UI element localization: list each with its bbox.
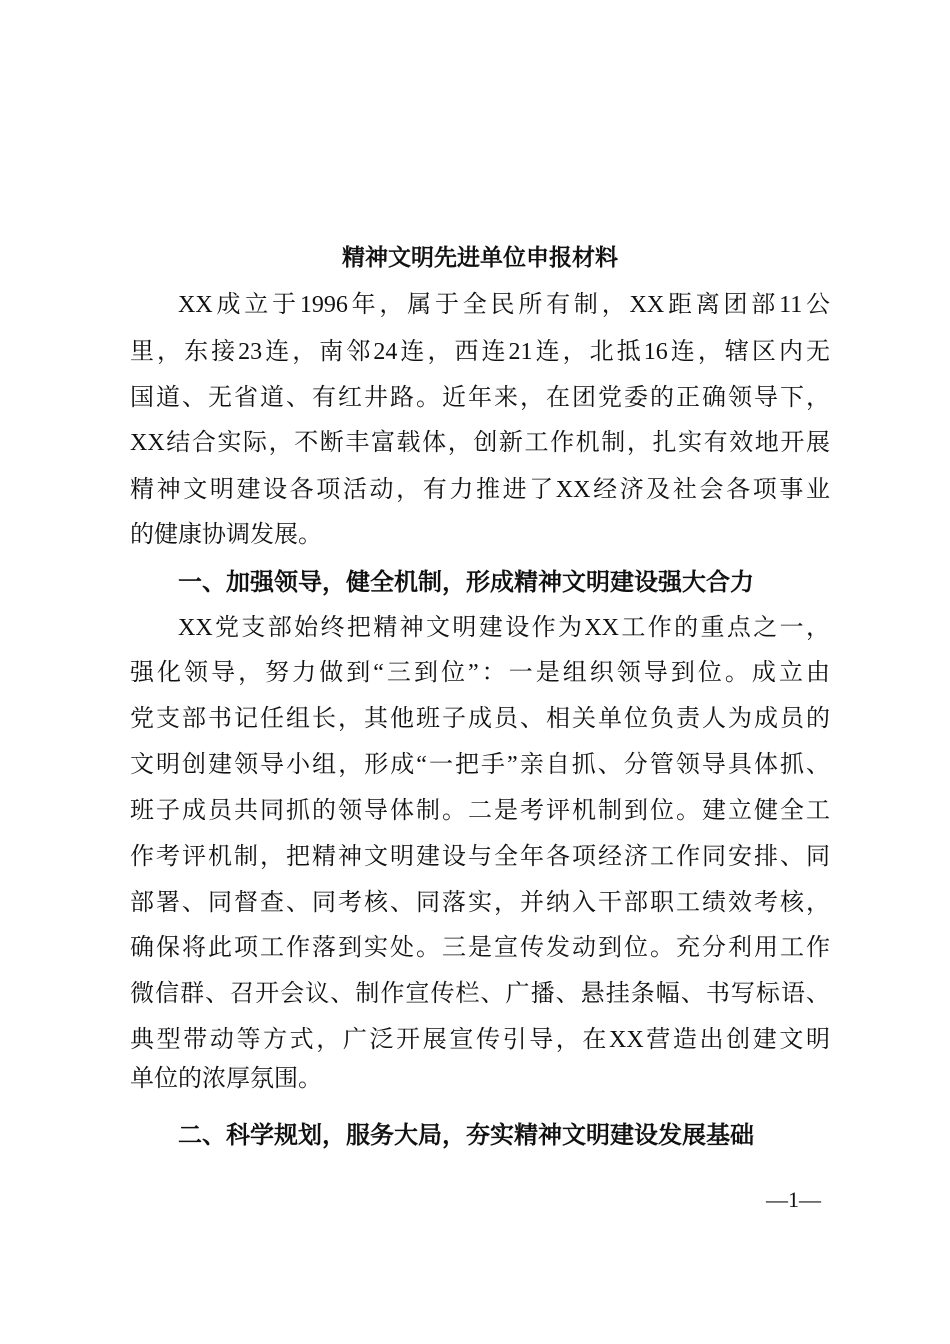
paragraph-line: 作考评机制，把精神文明建设与全年各项经济工作同安排、同 [130, 844, 830, 870]
paragraph-line: XX成立于1996年，属于全民所有制，XX距离团部11公 [178, 292, 830, 318]
paragraph-line: 确保将此项工作落到实处。三是宣传发动到位。充分利用工作 [130, 935, 830, 961]
paragraph-line: 文明创建领导小组，形成“一把手”亲自抓、分管领导具体抓、 [130, 752, 830, 778]
paragraph-line: 班子成员共同抓的领导体制。二是考评机制到位。建立健全工 [130, 798, 830, 824]
paragraph-line: 微信群、召开会议、制作宣传栏、广播、悬挂条幅、书写标语、 [130, 981, 830, 1007]
paragraph-line: 典型带动等方式，广泛开展宣传引导，在XX营造出创建文明 [130, 1027, 830, 1053]
paragraph-line: XX结合实际，不断丰富载体，创新工作机制，扎实有效地开展 [130, 430, 830, 456]
paragraph-line: XX党支部始终把精神文明建设作为XX工作的重点之一， [178, 615, 830, 641]
section-heading-2: 二、科学规划，服务大局，夯实精神文明建设发展基础 [178, 1121, 754, 1149]
paragraph-line: 强化领导，努力做到“三到位”：一是组织领导到位。成立由 [130, 660, 830, 686]
section-heading-1: 一、加强领导，健全机制，形成精神文明建设强大合力 [178, 568, 754, 596]
paragraph-line: 国道、无省道、有红井路。近年来，在团党委的正确领导下， [130, 385, 830, 411]
document-title: 精神文明先进单位申报材料 [342, 245, 618, 270]
paragraph-line: 部署、同督查、同考核、同落实，并纳入干部职工绩效考核， [130, 890, 830, 916]
paragraph-line: 党支部书记任组长，其他班子成员、相关单位负责人为成员的 [130, 706, 830, 732]
paragraph-line: 精神文明建设各项活动，有力推进了XX经济及社会各项事业 [130, 477, 830, 503]
page-number: —1— [766, 1187, 821, 1212]
paragraph-line: 里，东接23连，南邻24连，西连21连，北抵16连，辖区内无 [130, 339, 830, 365]
paragraph-line: 的健康协调发展。 [130, 522, 322, 548]
paragraph-line: 单位的浓厚氛围。 [130, 1066, 322, 1092]
